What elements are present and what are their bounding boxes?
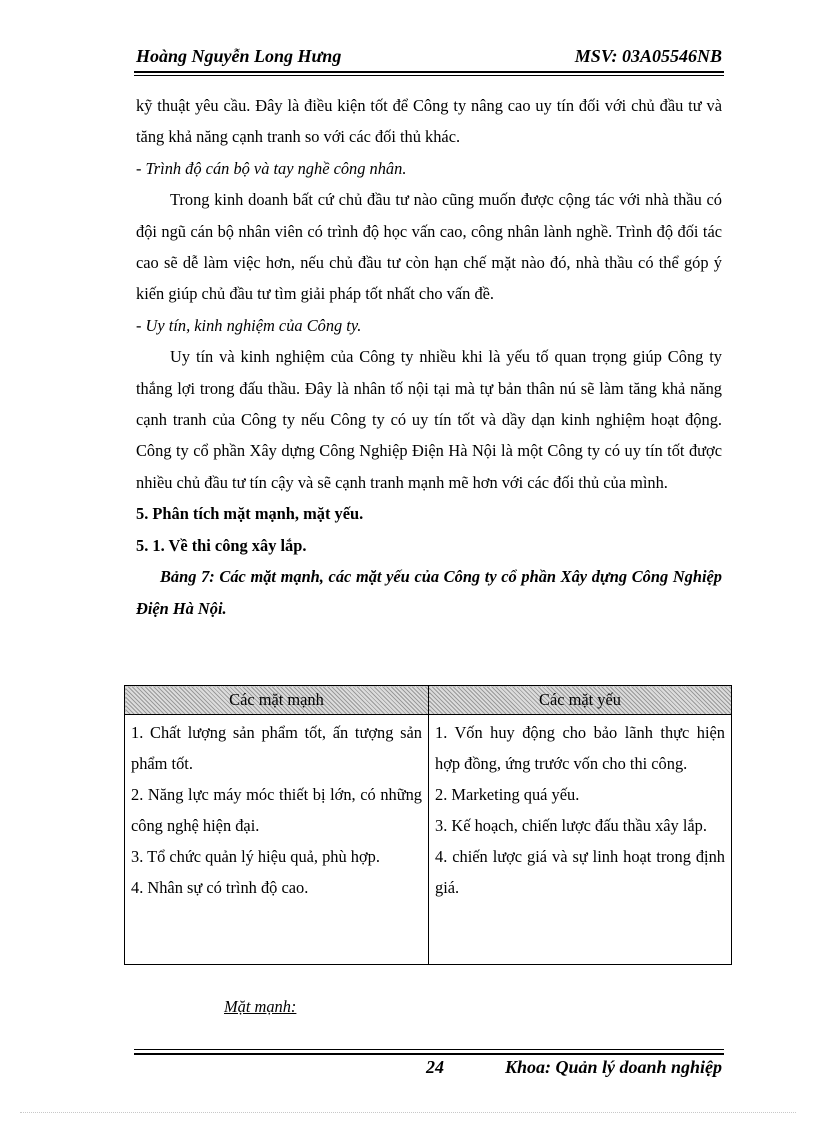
- subheading-reputation: - Uy tín, kinh nghiệm của Công ty.: [136, 315, 362, 335]
- weakness-item: 3. Kế hoạch, chiến lược đấu thầu xây lắp.: [435, 816, 707, 835]
- header-rule-thin: [134, 75, 724, 76]
- strengths-subheading: Mặt mạnh:: [224, 997, 297, 1016]
- department-name: Khoa: Quản lý doanh nghiệp: [504, 1057, 722, 1077]
- footer-rule-thin: [134, 1049, 724, 1050]
- body-text: [136, 90, 722, 624]
- weakness-item: 2. Marketing quá yếu.: [435, 785, 580, 804]
- header-rule-thick: [134, 71, 724, 73]
- table-caption: Bảng 7: Các mặt mạnh, các mặt yếu của Công ty cổ phần Xây dựng Công Nghiệp Điện Hà Nội.: [136, 567, 722, 618]
- weaknesses-cell: [429, 715, 732, 965]
- page-number: 24: [426, 1057, 444, 1077]
- section-heading: 5. Phân tích mặt mạnh, mặt yếu.: [136, 504, 364, 524]
- strengths-cell: [125, 715, 429, 965]
- author-name: Hoàng Nguyễn Long Hưng: [136, 46, 342, 66]
- weakness-item: 4. chiến lược giá và sự linh hoạt trong định giá.: [435, 847, 725, 897]
- paragraph-staff-skill: Trong kinh doanh bất cứ chủ đầu tư nào cũng muốn được cộng tác với nhà thầu có đội ngũ cán bộ nhân viên có trình độ học vấn cao, công nhân lành nghề. Trình độ đối tác cao sẽ dễ làm việc hơn, nếu chủ đầu tư còn hạn chế mặt nào đó, nhà thầu có thể góp ý kiến giúp chủ đầu tư tìm giải pháp tốt nhất cho vấn đề.: [136, 190, 722, 304]
- footer-rule-thick: [134, 1053, 724, 1055]
- table-header-strengths: Các mặt mạnh: [125, 686, 429, 715]
- paragraph-continuation: kỹ thuật yêu cầu. Đây là điều kiện tốt để Công ty nâng cao uy tín đối với chủ đầu tư và tăng khả năng cạnh tranh so với các đối thủ khác.: [136, 96, 722, 147]
- subsection-heading: 5. 1. Về thi công xây lắp.: [136, 535, 307, 555]
- strengths-weaknesses-table: [124, 685, 732, 965]
- paragraph-reputation: Uy tín và kinh nghiệm của Công ty nhiều khi là yếu tố quan trọng giúp Công ty thắng lợi trong đấu thầu. Đây là nhân tố nội tại mà tự bản thân nú sẽ làm tăng khả năng cạnh tranh của Công ty nếu Công ty có uy tín tốt và dầy dạn kinh nghiệm hoạt động. Công ty cổ phần Xây dựng Công Nghiệp Điện Hà Nội là một Công ty có uy tín tốt được nhiều chủ đầu tư tín cậy và sẽ cạnh tranh mạnh mẽ hơn với các đối thủ của mình.: [136, 347, 722, 492]
- page-bottom-dotted-line: [20, 1112, 796, 1113]
- table-header-weaknesses: Các mặt yếu: [429, 686, 732, 715]
- strength-item: 3. Tổ chức quản lý hiệu quả, phù hợp.: [131, 847, 380, 866]
- page-header: [136, 46, 722, 67]
- strength-item: 1. Chất lượng sản phẩm tốt, ấn tượng sản phẩm tốt.: [131, 723, 422, 773]
- subheading-staff-skill: - Trình độ cán bộ và tay nghề công nhân.: [136, 158, 407, 178]
- strength-item: 4. Nhân sự có trình độ cao.: [131, 878, 309, 897]
- student-id: MSV: 03A05546NB: [574, 46, 722, 66]
- weakness-item: 1. Vốn huy động cho bảo lãnh thực hiện hợp đồng, ứng trước vốn cho thi công.: [435, 723, 725, 773]
- strength-item: 2. Năng lực máy móc thiết bị lớn, có những công nghệ hiện đại.: [131, 785, 422, 835]
